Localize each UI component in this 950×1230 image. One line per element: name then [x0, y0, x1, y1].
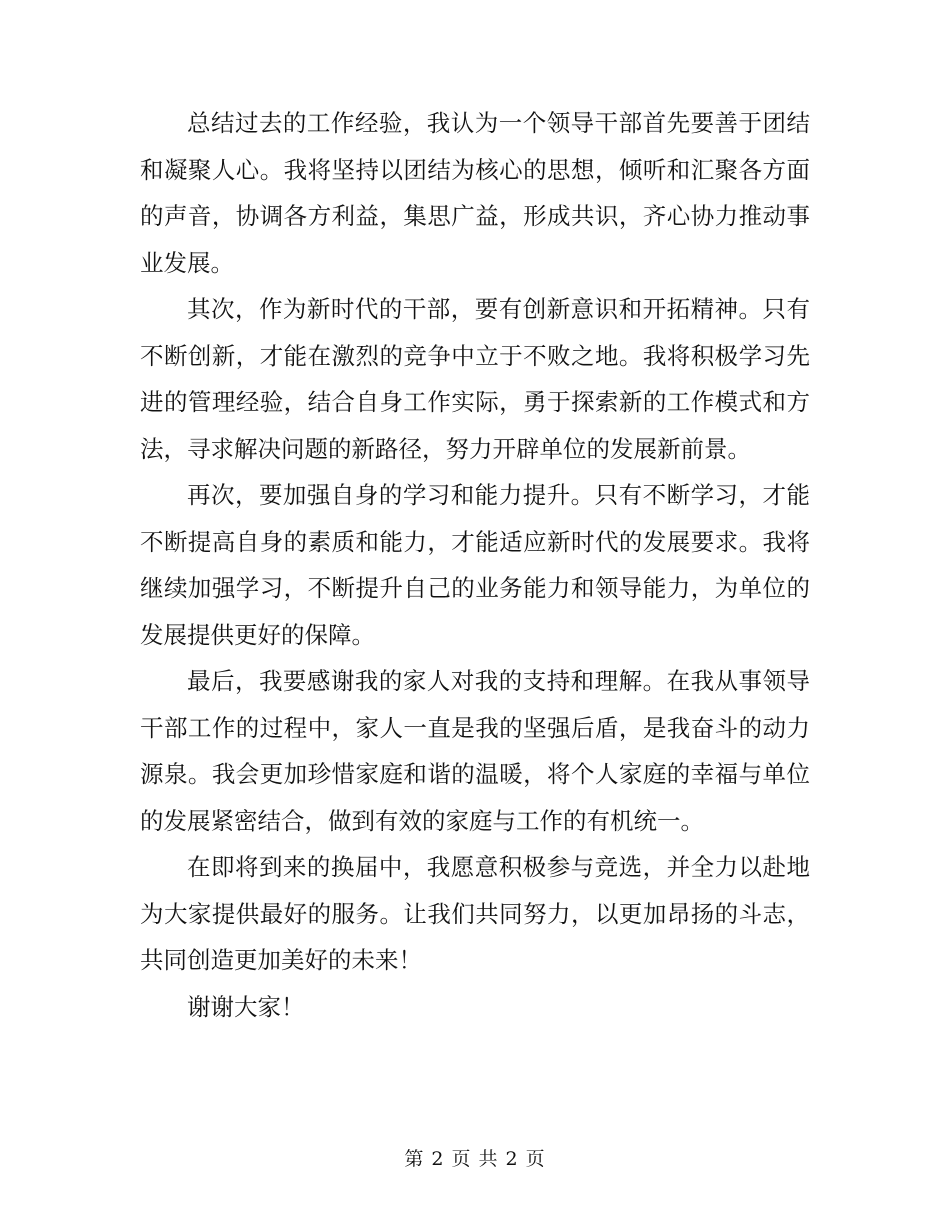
paragraph-thanks: 谢谢大家！	[187, 992, 305, 1021]
paragraph-innovation: 其次，作为新时代的干部，要有创新意识和开拓精神。只有不断创新，才能在激烈的竞争中立于不败之地。我将积极学习先进的管理经验，结合自身工作实际，勇于探索新的工作模式和方法，寻求解决问题的新路径，努力开辟单位的发展新前景。	[140, 295, 810, 463]
paragraph-family: 最后，我要感谢我的家人对我的支持和理解。在我从事领导干部工作的过程中，家人一直是我的坚强后盾，是我奋斗的动力源泉。我会更加珍惜家庭和谐的温暖，将个人家庭的幸福与单位的发展紧密结合，做到有效的家庭与工作的有机统一。	[140, 667, 810, 835]
paragraph-election: 在即将到来的换届中，我愿意积极参与竞选，并全力以赴地为大家提供最好的服务。让我们共同努力，以更加昂扬的斗志，共同创造更加美好的未来！	[140, 853, 810, 974]
paragraph-learning: 再次，要加强自身的学习和能力提升。只有不断学习，才能不断提高自身的素质和能力，才能适应新时代的发展要求。我将继续加强学习，不断提升自己的业务能力和领导能力，为单位的发展提供更好的保障。	[140, 481, 810, 649]
document-body	[140, 100, 810, 1030]
paragraph-summary: 总结过去的工作经验，我认为一个领导干部首先要善于团结和凝聚人心。我将坚持以团结为核心的思想，倾听和汇聚各方面的声音，协调各方利益，集思广益，形成共识，齐心协力推动事业发展。	[140, 109, 810, 277]
page-number-footer: 第 2 页 共 2 页	[404, 1148, 546, 1170]
